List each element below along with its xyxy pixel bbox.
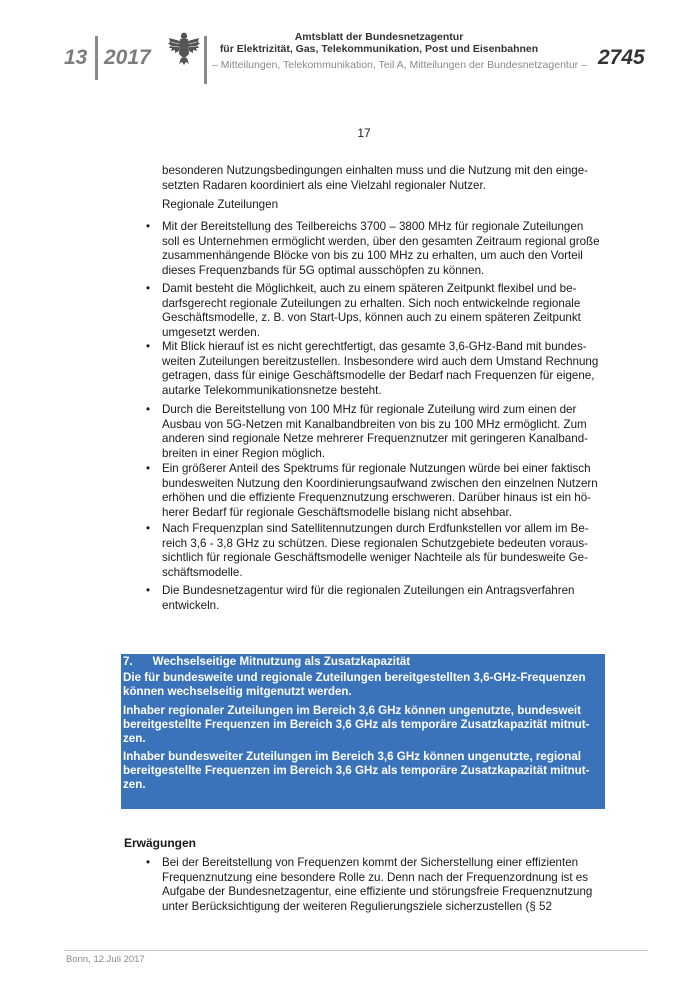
section-label: Regionale Zuteilungen	[162, 198, 279, 211]
decision-text: können wechselseitig mitgenutzt werden.	[123, 685, 352, 698]
issue-year: 2017	[104, 46, 151, 69]
bullet-text: weiten Zuteilungen bereitzustellen. Insbesondere wird auch dem Umstand Rechnung	[162, 354, 599, 368]
decision-text: Inhaber regionaler Zuteilungen im Bereich 3,6 GHz können ungenutzte, bundesweit	[123, 704, 582, 717]
decision-heading	[123, 655, 601, 669]
decision-number: 7.	[123, 655, 133, 668]
bullet-text: Ausbau von 5G-Netzen mit Kanalbandbreiten von bis zu 100 MHz ermöglicht. Zum	[162, 417, 587, 431]
bullet-icon: •	[146, 584, 151, 597]
intro-line: setzten Radaren koordiniert als eine Vielzahl regionaler Nutzer.	[162, 178, 486, 192]
bullet-text: entwickeln.	[162, 598, 220, 612]
decision-text: Die für bundesweite und regionale Zuteilungen bereitgestellten 3,6-GHz-Frequenzen	[123, 671, 586, 684]
bullet-text: anderen sind regionale Netze mehrerer Frequenznutzer mit geringeren Kanalband-	[162, 432, 588, 445]
bullet-text: erhöhen und die effiziente Frequenznutzung erschweren. Darüber hinaus ist ein hö-	[162, 491, 592, 504]
decision-box	[121, 654, 605, 809]
bullet-icon: •	[146, 403, 151, 416]
bullet-text: getragen, dass für einige Geschäftsmodelle der Bedarf nach Frequenzen für eigene,	[162, 369, 595, 382]
intro-line: besonderen Nutzungsbedingungen einhalten muss und die Nutzung mit den einge-	[162, 164, 589, 177]
bullet-text: Geschäftsmodelle, z. B. von Start-Ups, können auch zu einem späteren Zeitpunkt	[162, 311, 581, 324]
bullet-text: Mit Blick hierauf ist es nicht gerechtfertigt, das gesamte 3,6-GHz-Band mit bundes-	[162, 340, 587, 353]
bullet-text: Nach Frequenzplan sind Satellitennutzungen durch Erdfunkstellen vor allem im Be-	[162, 522, 589, 535]
bullet-text: dieses Frequenzbands für 5G optimal ausschöpfen zu können.	[162, 263, 485, 277]
issue-number: 13	[64, 46, 88, 69]
bullet-text: Aufgabe der Bundesnetzagentur, eine effiziente und störungsfreie Frequenznutzung	[162, 885, 593, 898]
bullet-text: breiten in einer Region möglich.	[162, 446, 326, 460]
bullet-text: schäftsmodelle.	[162, 565, 243, 579]
considerations-heading: Erwägungen	[124, 836, 197, 850]
bullet-text: sichtlich für regionale Geschäftsmodelle weniger Nachteile als für bundesweite Ge-	[162, 551, 588, 564]
decision-text: bereitgestellte Frequenzen im Bereich 3,6 GHz als temporäre Zusatzkapazität mitnut-	[123, 764, 590, 777]
gazette-page-number: 2745	[598, 46, 645, 69]
bullet-text: Damit besteht die Möglichkeit, auch zu einem späteren Zeitpunkt flexibel und be-	[162, 282, 577, 295]
bullet-icon: •	[146, 340, 151, 353]
bullet-text: unter Berücksichtigung der weiteren Regulierungsziele sicherzustellen (§ 52	[162, 899, 552, 913]
bullet-text: Bei der Bereitstellung von Frequenzen kommt der Sicherstellung einer effizienten	[162, 856, 579, 869]
bullet-text: zusammenhängende Blöcke von bis zu 100 MHz zu erhalten, um auch den Vorteil	[162, 249, 583, 262]
document-page-number: 17	[357, 126, 371, 140]
header-divider	[204, 36, 207, 84]
bullet-text: bundesweiten Nutzung den Koordinierungsaufwand zwischen den einzelnen Nutzern	[162, 476, 598, 490]
bullet-text: Durch die Bereitstellung von 100 MHz für regionale Zuteilung wird zum einen der	[162, 403, 577, 416]
decision-text: zen.	[123, 778, 146, 791]
bullet-text: Frequenznutzung eine besondere Rolle zu. Denn nach der Frequenzordnung ist es	[162, 870, 589, 884]
decision-text: zen.	[123, 732, 146, 745]
bullet-icon: •	[146, 462, 151, 475]
bullet-text: soll es Unternehmen ermöglicht werden, über den gesamten Zeitraum regional große	[162, 234, 600, 248]
gazette-title: Amtsblatt der Bundesnetzagentur	[294, 31, 464, 43]
header-divider	[95, 36, 98, 80]
bullet-text: darfsgerecht regionale Zuteilungen zu erhalten. Sich noch entwickelnde regionale	[162, 296, 581, 310]
bullet-text: reich 3,6 - 3,8 GHz zu schützen. Diese regionalen Schutzgebiete bedeuten voraus-	[162, 536, 588, 550]
footer-place-date: Bonn, 12.Juli 2017	[66, 954, 145, 965]
bullet-text: Ein größerer Anteil des Spektrums für regionale Nutzungen würde bei einer faktisch	[162, 462, 591, 475]
bullet-icon: •	[146, 220, 151, 233]
decision-text: bereitgestellte Frequenzen im Bereich 3,6 GHz als temporäre Zusatzkapazität mitnut-	[123, 718, 590, 731]
decision-title: Wechselseitige Mitnutzung als Zusatzkapazität	[152, 655, 411, 668]
gazette-title-line2: für Elektrizität, Gas, Telekommunikation, Post und Eisenbahnen	[219, 43, 539, 55]
bullet-icon: •	[146, 856, 151, 869]
decision-text: Inhaber bundesweiter Zuteilungen im Bereich 3,6 GHz können ungenutzte, regional	[123, 750, 582, 763]
bullet-text: herer Bedarf für regionale Geschäftsmodelle bislang nicht absehbar.	[162, 505, 512, 519]
gazette-subtitle: – Mitteilungen, Telekommunikation, Teil A, Mitteilungen der Bundesnetzagentur –	[212, 59, 587, 71]
bullet-text: umgesetzt werden.	[162, 325, 260, 339]
federal-eagle-icon	[168, 30, 200, 66]
bullet-icon: •	[146, 522, 151, 535]
bullet-icon: •	[146, 282, 151, 295]
bullet-text: Die Bundesnetzagentur wird für die regionalen Zuteilungen ein Antragsverfahren	[162, 584, 575, 597]
bullet-text: autarke Telekommunikationsnetze besteht.	[162, 383, 382, 397]
footer-rule	[64, 950, 648, 951]
bullet-text: Mit der Bereitstellung des Teilbereichs 3700 – 3800 MHz für regionale Zuteilungen	[162, 220, 584, 233]
